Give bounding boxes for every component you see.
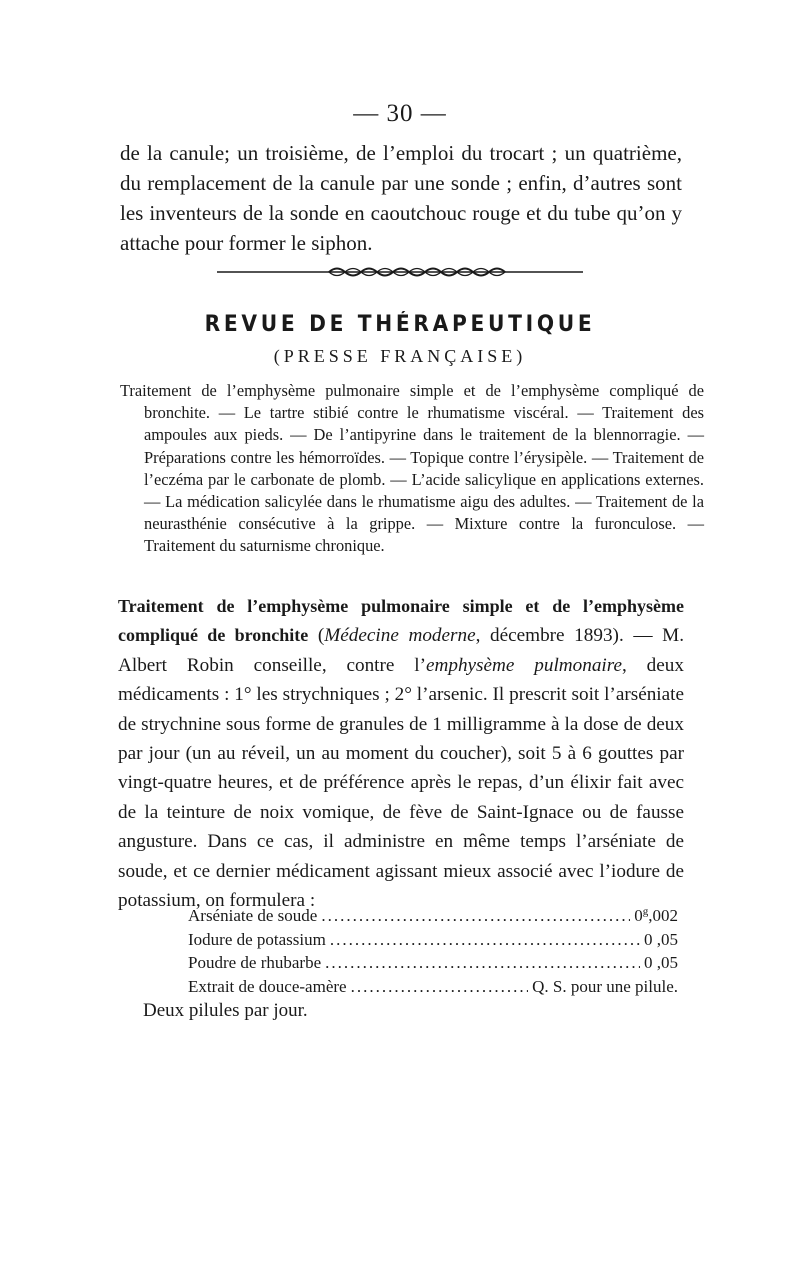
ingredient-quantity: 0$^g$,002 [634, 905, 678, 925]
leader-dots [325, 951, 640, 975]
source-close: , décembre 1893). — M. Albert Robin conseille, contre l’ [118, 625, 684, 676]
section-title: REVUE DE THÉRAPEUTIQUE [204, 312, 596, 337]
source-open: ( [308, 625, 325, 647]
ingredient-name: Arséniate de soude [188, 906, 318, 925]
ingredient-quantity: Q. S. pour une pilule. [532, 976, 678, 996]
prescription-formula [188, 904, 678, 998]
ingredient-quantity: 0 ,05 [644, 953, 678, 972]
leader-dots [351, 975, 529, 999]
intro-paragraph: de la canule; un troisième, de l’emploi du trocart ; un quatrième, du remplacement de la canule par une sonde ; enfin, d’autres sont les inventeurs de la sonde en caoutchouc rouge et du tube qu’on y attache pour former le siphon. [120, 141, 682, 255]
section-subtitle: (PRESSE FRANÇAISE) [273, 346, 527, 366]
emphasized-term: emphysème pulmonaire [425, 654, 623, 676]
ingredient-name: Poudre de rhubarbe [188, 953, 322, 972]
summary-paragraph: Traitement de l’emphysème pulmonaire simple et de l’emphysème compliqué de bronchite. — Le tartre stibié contre le rhumatisme viscéral. — Traitement des ampoules aux pieds. — De l’antipyrine dans le traitement de la blennorragie. — Préparations contre les hémorroïdes. — Topique contre l’érysipèle. — Traitement de l’eczéma par le carbonate de plomb. — L’acide salicylique en applications externes. — La médication salicylée dans le rhumatisme aigu des adultes. — Traitement de la neurasthénie consécutive à la grippe. — Mixture contre la furonculose. — Traitement du saturnisme chronique. [120, 381, 704, 556]
article-body: , deux médicaments : 1° les strychniques ; 2° l’arsenic. Il prescrit soit l’arséniate de strychnine sous forme de granules de 1 milligramme à la dose de deux par jour (un au réveil, un au moment du coucher), soit 5 à 6 gouttes par vingt-quatre heures, et de préférence après le repas, d’un élixir fait avec de la teinture de noix vomique, de fève de Saint-Ignace ou de fausse angusture. Dans ce cas, il administre en même temps l’arséniate de soude, et ce dernier médicament agissant mieux associé avec l’iodure de potassium, on formulera : [118, 654, 684, 912]
formula-row [188, 951, 678, 975]
closing-line: Deux pilules par jour. [143, 1000, 308, 1021]
leader-dots [330, 928, 640, 952]
source-journal: Médecine moderne [324, 625, 476, 647]
ingredient-name: Extrait de douce-amère [188, 976, 347, 996]
article-heading: Traitement de l’emphysème pulmonaire simple et de l’emphysème compliqué de bronchite [118, 596, 684, 646]
ingredient-quantity: 0 ,05 [644, 929, 678, 949]
ornamental-divider [217, 262, 583, 282]
formula-row [188, 975, 678, 999]
article-paragraph [118, 592, 684, 915]
leader-dots [321, 904, 630, 928]
formula-row [188, 904, 678, 928]
formula-row [188, 928, 678, 952]
ingredient-name: Iodure de potassium [188, 929, 326, 949]
page-number: — 30 — [353, 100, 447, 127]
